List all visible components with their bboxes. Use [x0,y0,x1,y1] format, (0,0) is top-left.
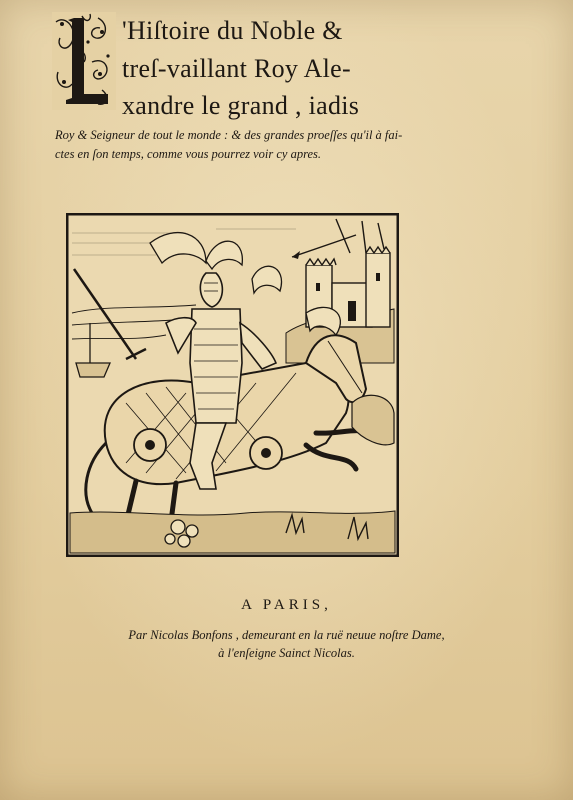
woodcut-illustration [66,213,399,557]
knight-on-horseback-woodcut-icon [66,213,399,557]
title-line-1-text: 'Hiſtoire du Noble & [122,16,343,45]
title-line-3: xandre le grand , iadis [122,91,360,120]
drop-cap-art-icon [52,12,116,110]
title-line-2: treſ-vaillant Roy Ale- [122,54,351,83]
imprint-line-1: Par Nicolas Bonfons , demeurant en la ruë neuue noſtre Dame, [128,628,445,642]
imprint-place: A PARIS, [241,597,332,613]
decorated-initial-letter-icon [52,12,116,110]
subtitle-line-1: Roy & Seigneur de tout le monde : & des grandes proeſſes qu'il à fai- [55,128,403,142]
subtitle-line-2: ctes en ſon temps, comme vous pourrez voir cy apres. [55,147,322,161]
imprint-line-2: à l'enſeigne Sainct Nicolas. [218,646,355,660]
title-line-1 [122,18,343,44]
